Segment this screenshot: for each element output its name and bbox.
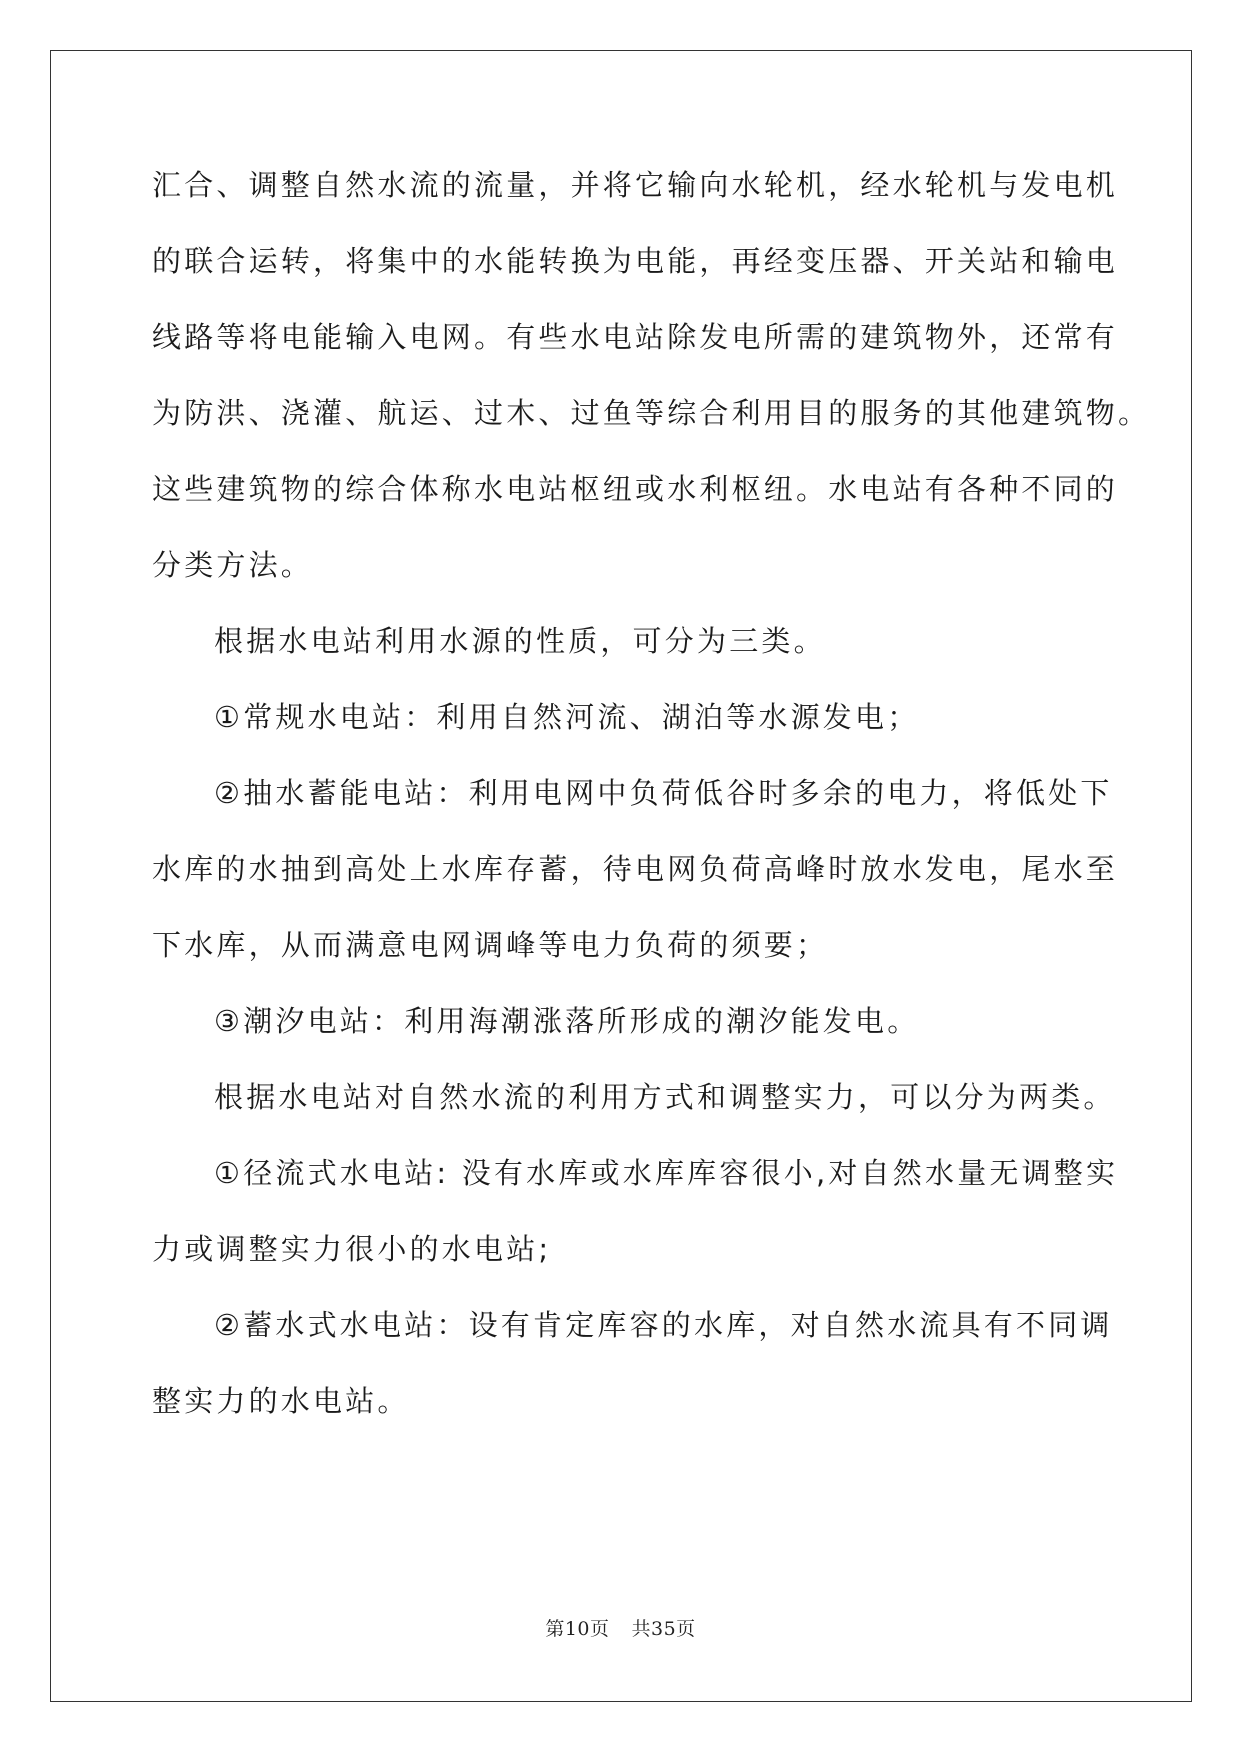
page-total: 共35页 bbox=[631, 1618, 696, 1640]
paragraph-4-line-1: ②抽水蓄能电站：利用电网中负荷低谷时多余的电力，将低处下 bbox=[214, 776, 1113, 810]
paragraph-4-line-2: 水库的水抽到高处上水库存蓄，待电网负荷高峰时放水发电，尾水至 bbox=[152, 852, 1119, 886]
paragraph-7-line-2: 力或调整实力很小的水电站; bbox=[152, 1232, 552, 1266]
page-footer bbox=[0, 1614, 1241, 1641]
paragraph-1-line-3: 线路等将电能输入电网。有些水电站除发电所需的建筑物外，还常有 bbox=[152, 320, 1119, 354]
paragraph-7-line-1: ①径流式水电站: 没有水库或水库库容很小,对自然水量无调整实 bbox=[214, 1156, 1119, 1190]
paragraph-2-line-1: 根据水电站利用水源的性质，可分为三类。 bbox=[214, 624, 826, 658]
paragraph-1-line-6: 分类方法。 bbox=[152, 548, 314, 582]
paragraph-1-line-5: 这些建筑物的综合体称水电站枢纽或水利枢纽。水电站有各种不同的 bbox=[152, 472, 1119, 506]
paragraph-1-line-4: 为防洪、浇灌、航运、过木、过鱼等综合利用目的服务的其他建筑物。 bbox=[152, 396, 1151, 430]
document-body bbox=[152, 165, 1151, 1457]
paragraph-1-line-1: 汇合、调整自然水流的流量，并将它输向水轮机，经水轮机与发电机 bbox=[152, 168, 1119, 202]
page-number: 第10页 bbox=[545, 1618, 610, 1640]
paragraph-3-line-1: ①常规水电站：利用自然河流、湖泊等水源发电； bbox=[214, 700, 920, 734]
paragraph-1-line-2: 的联合运转，将集中的水能转换为电能，再经变压器、开关站和输电 bbox=[152, 244, 1119, 278]
paragraph-4-line-3: 下水库，从而满意电网调峰等电力负荷的须要； bbox=[152, 928, 829, 962]
paragraph-5-line-1: ③潮汐电站：利用海潮涨落所形成的潮汐能发电。 bbox=[214, 1004, 920, 1038]
paragraph-8-line-2: 整实力的水电站。 bbox=[152, 1384, 410, 1418]
paragraph-6-line-1: 根据水电站对自然水流的利用方式和调整实力，可以分为两类。 bbox=[214, 1080, 1116, 1114]
paragraph-8-line-1: ②蓄水式水电站：设有肯定库容的水库，对自然水流具有不同调 bbox=[214, 1308, 1113, 1342]
